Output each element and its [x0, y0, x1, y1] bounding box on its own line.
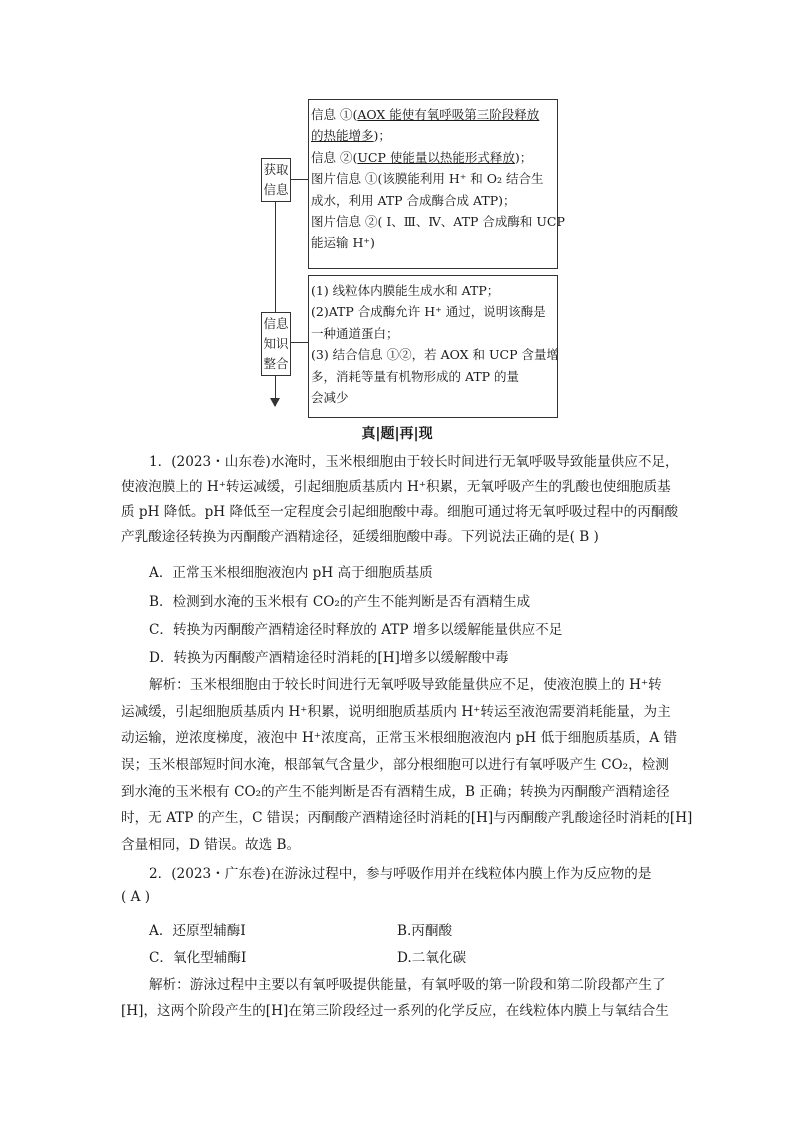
q1-option-d: D．转换为丙酮酸产酒精途径时消耗的[H]增多以缓解酸中毒 — [149, 650, 509, 666]
q1-analysis-line: 到水淹的玉米根有 CO₂的产生不能判断是否有酒精生成，B 正确；转换为丙酮酸产酒精途径 — [121, 784, 670, 800]
q1-stem-line: 产乳酸途径转换为丙酮酸产酒精途径，延缓细胞酸中毒。下列说法正确的是( B ) — [121, 529, 599, 545]
arrow-down-icon — [270, 398, 280, 407]
q2-option-c: C．氧化型辅酶Ⅰ — [149, 950, 247, 966]
side-label-line: 知识 — [263, 336, 289, 351]
side-label-line: 整合 — [263, 356, 289, 371]
info-line: 信息 ①(AOX 能使有氧呼吸第三阶段释放 — [311, 107, 540, 122]
q2-stem-line: 2．(2023・广东卷)在游泳过程中，参与呼吸作用并在线粒体内膜上作为反应物的是 — [149, 866, 652, 882]
q2-option-a: A．还原型辅酶Ⅰ — [149, 923, 246, 939]
q1-analysis-line: 运减缓，引起细胞质基质内 H⁺积累，说明细胞质基质内 H⁺转运至液泡需要消耗能量，为主 — [121, 704, 671, 720]
q1-stem-line: 1．(2023・山东卷)水淹时，玉米根细胞由于较长时间进行无氧呼吸导致能量供应不足， — [149, 454, 679, 470]
info-line: 图片信息 ②( Ⅰ、Ⅲ、Ⅳ、ATP 合成酶和 UCP — [311, 214, 565, 230]
knowledge-line: (1) 线粒体内膜能生成水和 ATP； — [311, 283, 500, 298]
side-label-line: 信息 — [263, 316, 289, 331]
q2-option-b: B.丙酮酸 — [397, 923, 453, 939]
q1-stem-line: 质 pH 降低。pH 降低至一定程度会引起细胞酸中毒。细胞可通过将无氧呼吸过程中的丙酮酸 — [121, 504, 679, 520]
connector-line — [291, 342, 308, 343]
q2-option-d: D.二氧化碳 — [397, 950, 467, 966]
knowledge-line: 会减少 — [311, 390, 349, 406]
integrate-knowledge-label — [261, 312, 291, 376]
q1-analysis-line: 误；玉米根部短时间水淹，根部氧气含量少，部分根细胞可以进行有氧呼吸产生 CO₂，检测 — [121, 757, 669, 773]
side-label-line: 信息 — [263, 182, 289, 197]
section-title: 真|题|再|现 — [361, 426, 433, 442]
q1-option-c: C．转换为丙酮酸产酒精途径时释放的 ATP 增多以缓解能量供应不足 — [149, 622, 563, 638]
side-label-line: 获取 — [263, 162, 289, 177]
knowledge-line: (3) 结合信息 ①②，若 AOX 和 UCP 含量增 — [311, 347, 560, 363]
q1-analysis-line: 动运输，逆浓度梯度，液泡中 H⁺浓度高，正常玉米根细胞液泡内 pH 低于细胞质基质，A 错 — [121, 730, 678, 746]
q2-stem-line: ( A ) — [121, 889, 151, 905]
info-line: 信息 ②(UCP 使能量以热能形式释放)； — [311, 149, 533, 165]
q1-analysis-line: 时，无 ATP 的产生，C 错误；丙酮酸产酒精途径时消耗的[H]与丙酮酸产乳酸途径时消耗的[H] — [121, 810, 693, 826]
info-line: 图片信息 ①(该膜能利用 H⁺ 和 O₂ 结合生 — [311, 171, 544, 187]
q2-analysis-line: [H]，这两个阶段产生的[H]在第三阶段经过一系列的化学反应，在线粒体内膜上与氧结合生 — [121, 1003, 669, 1019]
info-line: 的热能增多)； — [311, 128, 391, 144]
q2-analysis-line: 解析：游泳过程中主要以有氧呼吸提供能量，有氧呼吸的第一阶段和第二阶段都产生了 — [149, 977, 666, 993]
knowledge-line: 多，消耗等量有机物形成的 ATP 的量 — [311, 368, 520, 384]
acquired-info-box — [308, 99, 565, 269]
info-flow-diagram — [258, 96, 565, 416]
knowledge-line: 一种通道蛋白； — [311, 325, 399, 341]
knowledge-line: (2)ATP 合成酶允许 H⁺ 通过，说明该酶是 — [311, 304, 546, 320]
info-line: 成水，利用 ATP 合成酶合成 ATP)； — [311, 192, 516, 208]
q1-option-a: A．正常玉米根细胞液泡内 pH 高于细胞质基质 — [149, 565, 433, 581]
q1-analysis-line: 含量相同，D 错误。故选 B。 — [121, 837, 301, 853]
info-line: 能运输 H⁺) — [311, 235, 375, 251]
acquire-info-label — [261, 158, 291, 202]
q1-stem-line: 使液泡膜上的 H⁺转运减缓，引起细胞质基质内 H⁺积累，无氧呼吸产生的乳酸也使细胞质基 — [121, 479, 671, 495]
connector-line — [291, 179, 308, 180]
q1-analysis-line: 解析：玉米根细胞由于较长时间进行无氧呼吸导致能量供应不足，使液泡膜上的 H⁺转 — [149, 677, 662, 693]
integrated-knowledge-box — [308, 275, 558, 418]
q1-option-b: B．检测到水淹的玉米根有 CO₂的产生不能判断是否有酒精生成 — [149, 594, 531, 610]
